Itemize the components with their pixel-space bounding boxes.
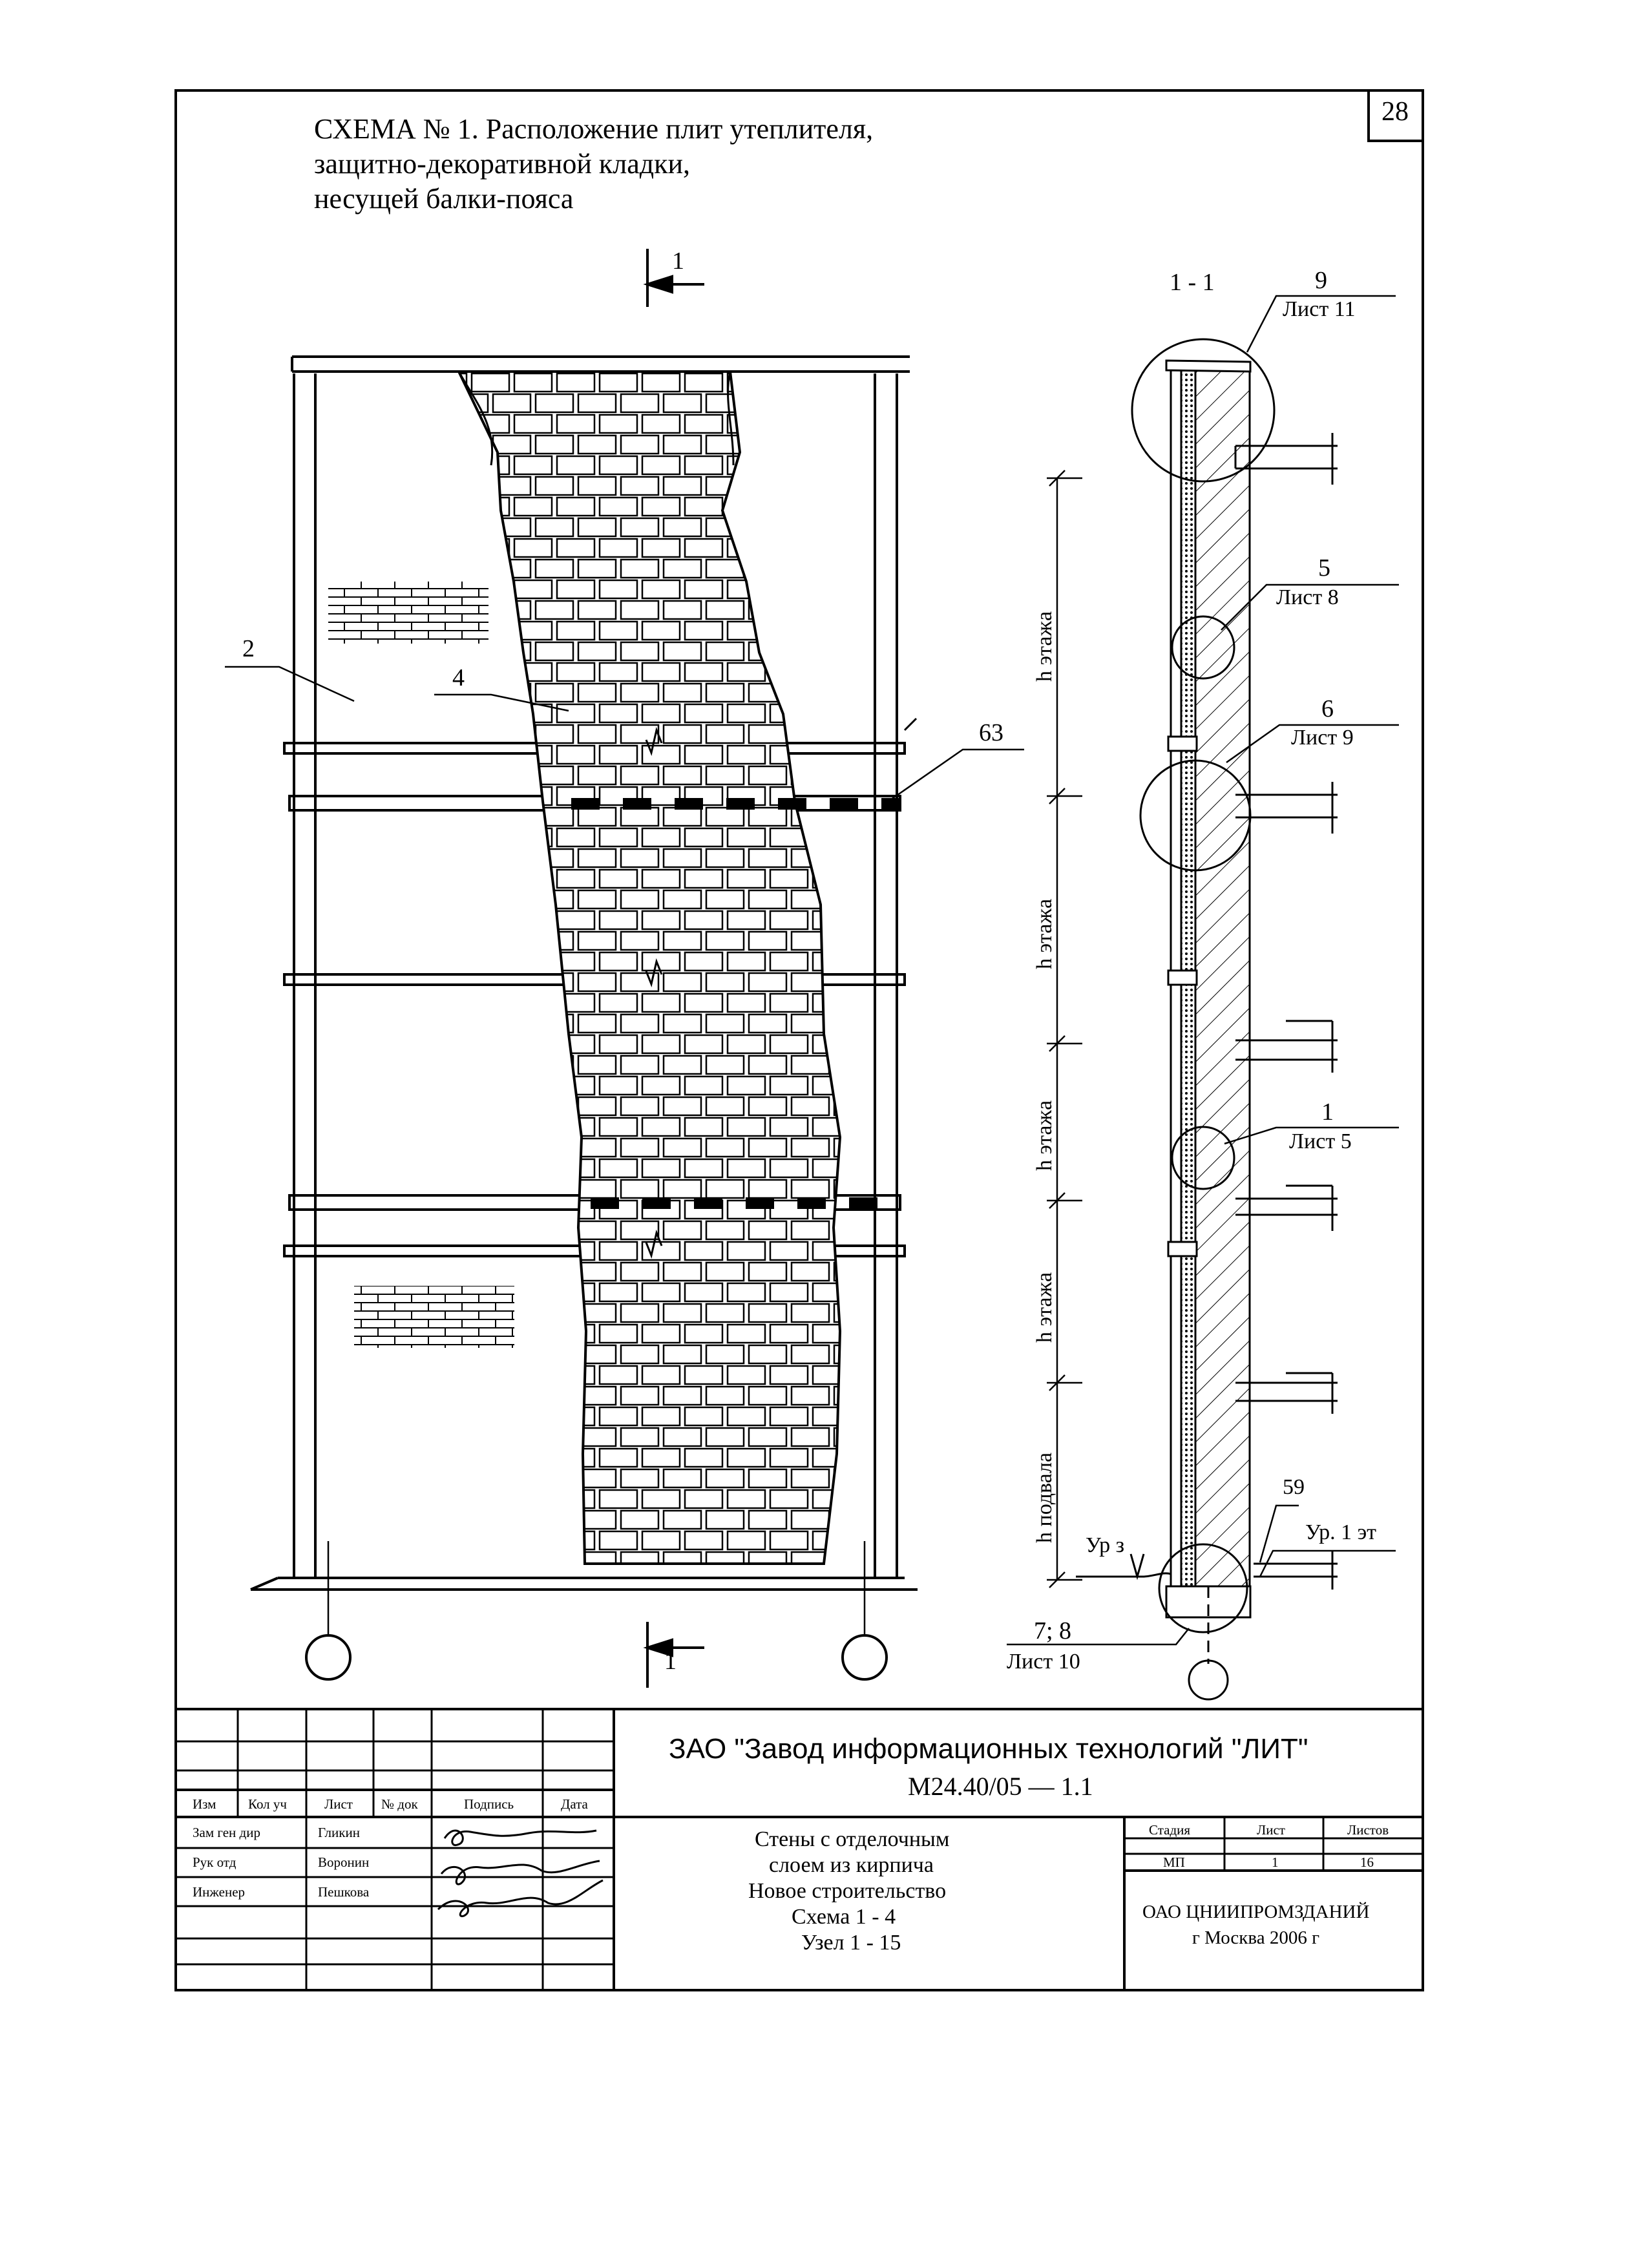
node-label-59: 59 xyxy=(1283,1475,1305,1499)
brick-hatch-lower xyxy=(354,1286,514,1348)
brick-hatch-upper xyxy=(328,582,488,644)
stamp-org2-line-1: ОАО ЦНИИПРОМЗДАНИЙ xyxy=(1142,1902,1370,1922)
section-view xyxy=(1007,296,1399,1699)
stamp-role-2: Рук отд xyxy=(193,1854,236,1870)
dim-label-floor-2: h этажа xyxy=(1033,898,1056,969)
stamp-header-list: Лист xyxy=(324,1796,353,1812)
dim-label-basement: h подвала xyxy=(1033,1452,1056,1543)
stamp-stage-header: Стадия xyxy=(1149,1822,1191,1838)
callout-sheet-11: Лист 11 xyxy=(1283,297,1356,321)
leader-label-63: 63 xyxy=(979,719,1003,746)
section-mark-label-top: 1 xyxy=(672,247,684,275)
callout-sheet-5: Лист 5 xyxy=(1289,1129,1352,1153)
wall-bearing xyxy=(1195,365,1250,1586)
callout-sheet-8: Лист 8 xyxy=(1276,585,1339,609)
callout-num-1: 1 xyxy=(1321,1098,1334,1126)
callout-num-7-8: 7; 8 xyxy=(1034,1617,1072,1644)
elevation-view xyxy=(225,249,1024,1688)
stamp-name-2: Воронин xyxy=(318,1854,370,1870)
stamp-organization: ЗАО "Завод информационных технологий "ЛИТ" xyxy=(669,1733,1308,1765)
dim-label-floor-1: h этажа xyxy=(1033,611,1056,682)
stamp-desc-5: Узел 1 - 15 xyxy=(801,1931,901,1955)
stamp-desc-2: слоем из кирпича xyxy=(769,1853,934,1877)
stamp-role-3: Инженер xyxy=(193,1884,246,1900)
stamp-name-1: Гликин xyxy=(318,1825,360,1840)
sheet-title-line-2: защитно-декоративной кладки, xyxy=(314,148,691,180)
sheet-title-line-3: несущей балки-пояса xyxy=(314,183,574,215)
callout-num-6: 6 xyxy=(1321,695,1334,722)
stamp-role-1: Зам ген дир xyxy=(193,1825,260,1840)
stamp-header-doc: № док xyxy=(381,1796,418,1812)
section-mark-label-bottom: 1 xyxy=(664,1648,677,1675)
stamp-header-signature: Подпись xyxy=(464,1796,514,1812)
stamp-header-izm: Изм xyxy=(193,1796,216,1812)
callout-num-9: 9 xyxy=(1315,267,1327,294)
sheet-title-line-1: СХЕМА № 1. Расположение плит утеплителя, xyxy=(314,113,874,145)
leader-label-4: 4 xyxy=(452,664,465,691)
stamp-name-3: Пешкова xyxy=(318,1884,370,1900)
stamp-desc-3: Новое строительство xyxy=(748,1879,947,1903)
section-title: 1 - 1 xyxy=(1170,269,1215,296)
stamp-desc-4: Схема 1 - 4 xyxy=(792,1905,896,1929)
brick-masonry-strip xyxy=(459,372,840,1564)
stamp-sheet-header: Лист xyxy=(1257,1822,1285,1838)
parapet-cap xyxy=(1166,361,1250,372)
stamp-sheet-value: 1 xyxy=(1272,1854,1279,1870)
dim-label-floor-3: h этажа xyxy=(1033,1100,1056,1171)
dim-label-floor-4: h этажа xyxy=(1033,1272,1056,1343)
level-first-floor: Ур. 1 эт xyxy=(1305,1520,1377,1544)
stamp-header-date: Дата xyxy=(561,1796,588,1812)
stamp-sheets-value: 16 xyxy=(1360,1854,1374,1870)
page-number: 28 xyxy=(1381,97,1409,127)
leader-label-2: 2 xyxy=(242,635,255,662)
level-ground: Ур з xyxy=(1086,1533,1125,1557)
stamp-stage-value: МП xyxy=(1163,1854,1185,1870)
stamp-header-kol-uch: Кол уч xyxy=(248,1796,287,1812)
signature-1 xyxy=(432,1812,606,1928)
stamp-desc-1: Стены с отделочным xyxy=(755,1827,950,1851)
callout-sheet-10: Лист 10 xyxy=(1007,1650,1080,1674)
stamp-org2-line-2: г Москва 2006 г xyxy=(1192,1927,1319,1948)
callout-num-5: 5 xyxy=(1318,554,1330,582)
stamp-code: М24.40/05 — 1.1 xyxy=(908,1772,1093,1801)
stamp-sheets-header: Листов xyxy=(1347,1822,1389,1838)
callout-sheet-9: Лист 9 xyxy=(1291,726,1354,750)
signature-scribble xyxy=(432,1812,606,1922)
